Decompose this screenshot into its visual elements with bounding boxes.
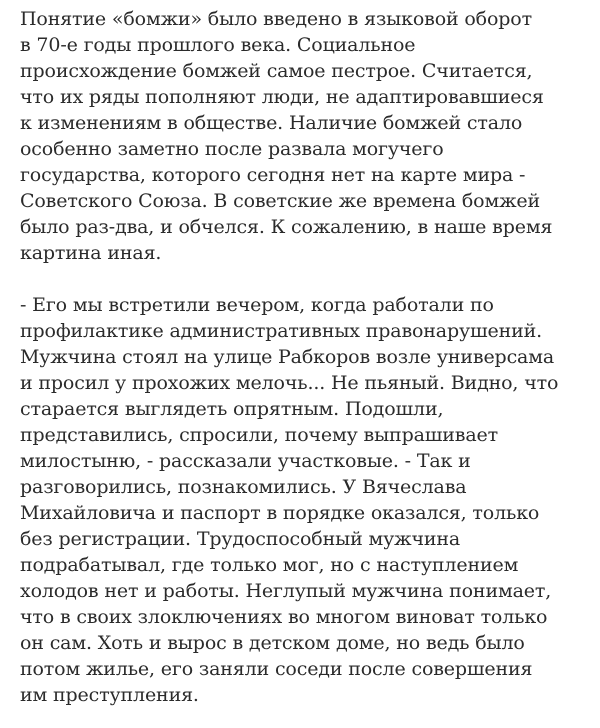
text-line: происхождение бомжей самое пестрое. Считается, — [20, 60, 533, 82]
text-line: представились, спросили, почему выпрашивает — [20, 424, 498, 446]
paragraph-intro — [20, 6, 590, 266]
text-line: Советского Союза. В советские же времена бомжей — [20, 190, 541, 212]
text-line: Понятие «бомжи» было введено в языковой оборот — [20, 8, 532, 30]
text-line: разговорились, познакомились. У Вячеслава — [20, 476, 467, 498]
text-line: в 70-е годы прошлого века. Социальное — [20, 34, 416, 56]
text-line: без регистрации. Трудоспособный мужчина — [20, 528, 461, 550]
text-line: что их ряды пополняют люди, не адаптировавшиеся — [20, 86, 544, 108]
text-line: к изменениям в обществе. Наличие бомжей стало — [20, 112, 523, 134]
paragraph-police-quote — [20, 292, 590, 708]
text-line: и просил у прохожих мелочь... Не пьяный. Видно, что — [20, 372, 559, 394]
text-line: было раз-два, и обчелся. К сожалению, в наше время — [20, 216, 553, 238]
text-line: потом жилье, его заняли соседи после совершения — [20, 658, 533, 680]
text-line: милостыню, - рассказали участковые. - Так и — [20, 450, 471, 472]
text-line: им преступления. — [20, 684, 199, 706]
text-line: что в своих злоключениях во многом виноват только — [20, 606, 548, 628]
paragraph-spacer — [20, 266, 590, 292]
text-line: старается выглядеть опрятным. Подошли, — [20, 398, 444, 420]
text-line: - Его мы встретили вечером, когда работали по — [20, 294, 494, 316]
text-line: Михайловича и паспорт в порядке оказался, только — [20, 502, 540, 524]
text-line: государства, которого сегодня нет на карте мира - — [20, 164, 526, 186]
text-line: картина иная. — [20, 242, 162, 264]
text-line: особенно заметно после развала могучего — [20, 138, 444, 160]
text-line: профилактике административных правонарушений. — [20, 320, 543, 342]
text-line: холодов нет и работы. Неглупый мужчина понимает, — [20, 580, 552, 602]
text-line: Мужчина стоял на улице Рабкоров возле универсама — [20, 346, 555, 368]
text-line: подрабатывал, где только мог, но с наступлением — [20, 554, 519, 576]
text-line: он сам. Хоть и вырос в детском доме, но ведь было — [20, 632, 525, 654]
